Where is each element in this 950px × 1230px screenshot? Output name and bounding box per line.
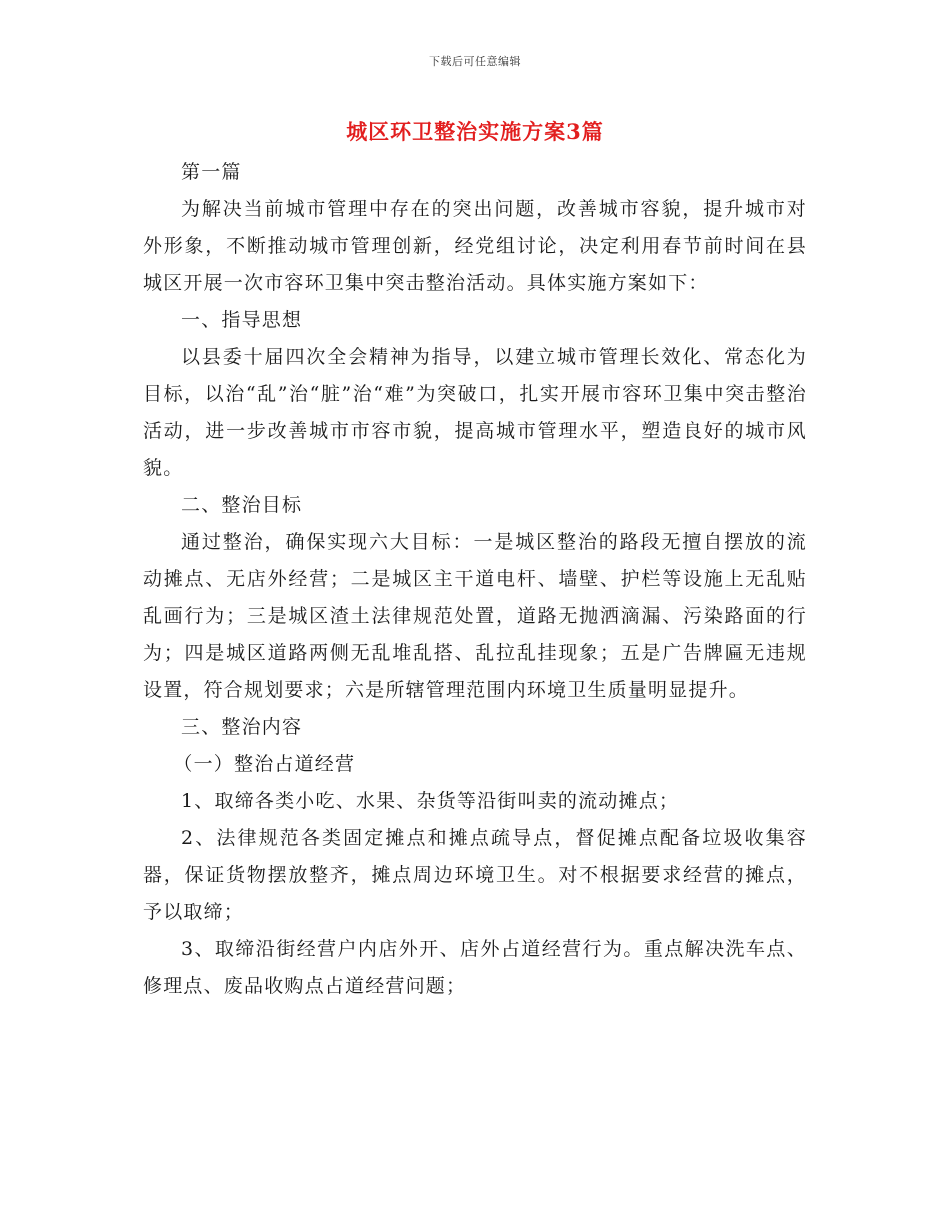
subsection-heading-road-occupation: （一）整治占道经营 <box>173 753 356 775</box>
section-heading-goals: 二、整治目标 <box>181 494 303 516</box>
paragraph-guiding-ideology: 以县委十届四次全会精神为指导，以建立城市管理长效化、常态化为目标，以治“乱”治“脏”治“难”为突破口，扎实开展市容环卫集中突击整治活动，进一步改善城市市容市貌，提高城市管理水平，塑造良好的城市风貌。 <box>143 346 807 479</box>
document-title: 城区环卫整治实施方案3篇 <box>346 119 604 144</box>
paragraph-goals: 通过整治，确保实现六大目标：一是城区整治的路段无擅自摆放的流动摊点、无店外经营；二是城区主干道电杆、墙壁、护栏等设施上无乱贴乱画行为；三是城区渣土法律规范处置，道路无抛洒滴漏、污染路面的行为；四是城区道路两侧无乱堆乱搭、乱拉乱挂现象；五是广告牌匾无违规设置，符合规划要求；六是所辖管理范围内环境卫生质量明显提升。 <box>143 531 807 701</box>
document-body <box>143 154 807 1005</box>
section-heading-guiding-ideology: 一、指导思想 <box>181 309 303 331</box>
list-item-1: 1、取缔各类小吃、水果、杂货等沿街叫卖的流动摊点； <box>181 790 680 812</box>
list-item-3: 3、取缔沿街经营户内店外开、店外占道经营行为。重点解决洗车点、修理点、废品收购点占道经营问题； <box>143 938 807 997</box>
paragraph-intro: 为解决当前城市管理中存在的突出问题，改善城市容貌，提升城市对外形象，不断推动城市管理创新，经党组讨论，决定利用春节前时间在县城区开展一次市容环卫集中突击整治活动。具体实施方案如下： <box>143 198 807 294</box>
list-item-2: 2、法律规范各类固定摊点和摊点疏导点，督促摊点配备垃圾收集容器，保证货物摆放整齐，摊点周边环境卫生。对不根据要求经营的摊点，予以取缔； <box>143 827 807 923</box>
section-heading-part-one: 第一篇 <box>181 161 242 183</box>
header-note: 下载后可任意编辑 <box>429 55 521 68</box>
section-heading-content: 三、整治内容 <box>181 716 303 738</box>
